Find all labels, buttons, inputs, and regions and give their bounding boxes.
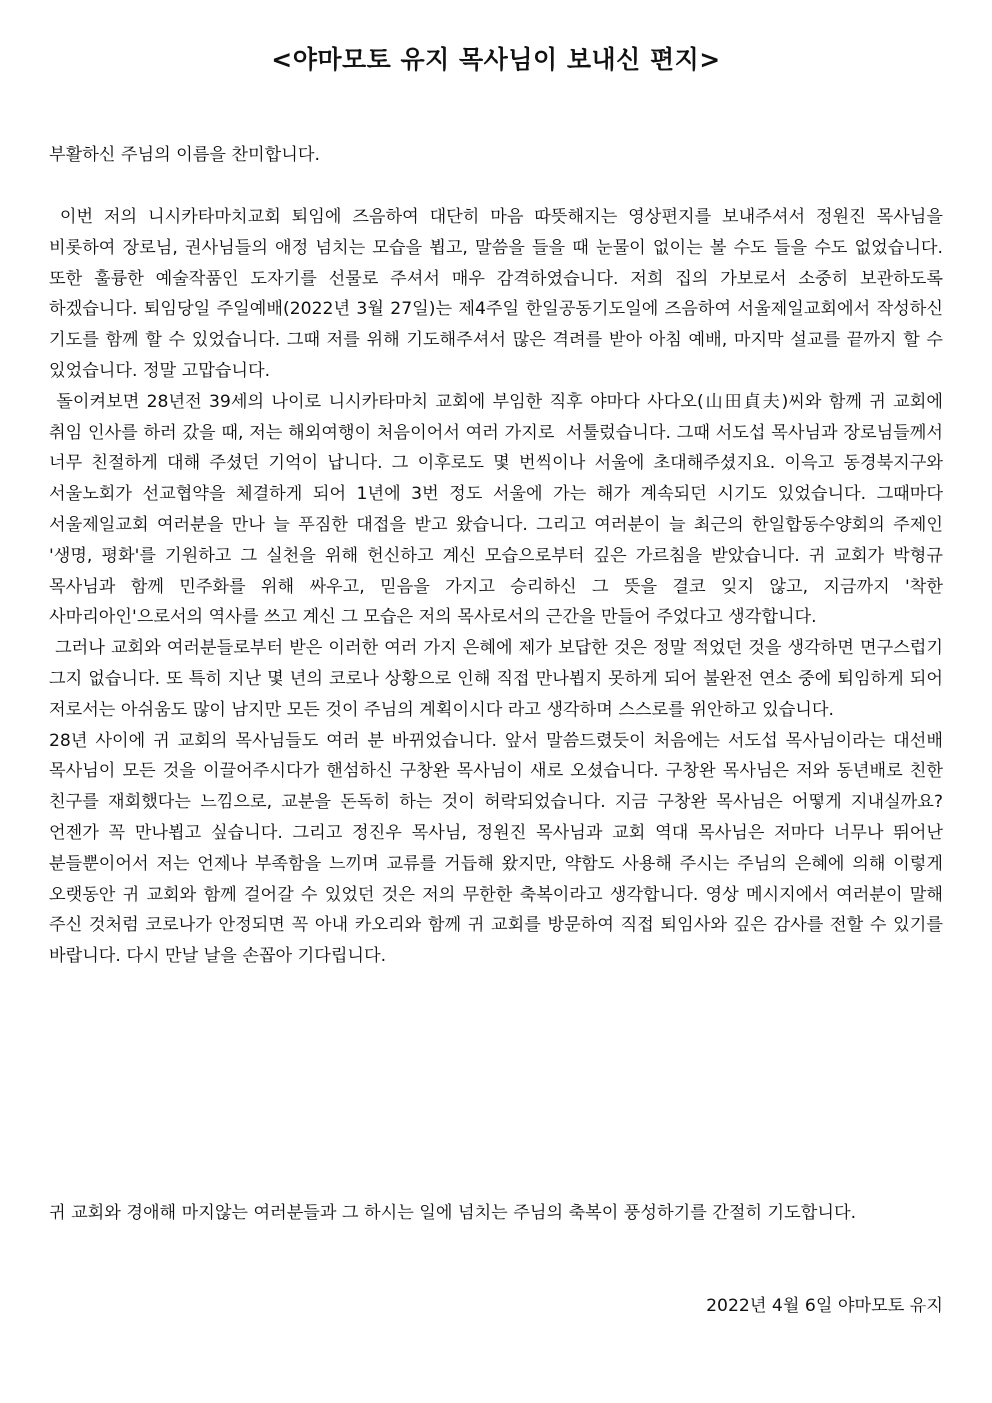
letter-greeting: 부활하신 주님의 이름을 찬미합니다. xyxy=(49,145,320,165)
letter-signature: 2022년 4월 6일 야마모토 유지 xyxy=(706,1296,943,1316)
letter-paragraph: 28년 사이에 귀 교회의 목사님들도 여러 분 바뀌었습니다. 앞서 말씀드렸듯이 처음에는 서도섭 목사님이라는 대선배 목사님이 모든 것을 이끌어주시다가 핸섬하신 구창완 목사님이 새로 오셨습니다. 구창완 목사님은 저와 동년배로 친한 친구를 재회했다는 느낌으로, 교분을 돈독히 하는 것이 허락되었습니다. 지금 구창완 목사님은 어떻게 지내실까요? 언젠가 꼭 만나뵙고 싶습니다. 그리고 정진우 목사님, 정원진 목사님과 교회 역대 목사님은 저마다 너무나 뛰어난 분들뿐이어서 저는 언제나 부족함을 느끼며 교류를 거듭해 왔지만, 약함도 사용해 주시는 주님의 은혜에 의해 이렇게 오랫동안 귀 교회와 함께 걸어갈 수 있었던 것은 저의 무한한 축복이라고 생각합니다. 영상 메시지에서 여러분이 말해 주신 것처럼 코로나가 안정되면 꼭 아내 카오리와 함께 귀 교회를 방문하여 직접 퇴임사와 깊은 감사를 전할 수 있기를 바랍니다. 다시 만날 날을 손꼽아 기다립니다. xyxy=(49,730,949,967)
letter-paragraph: 이번 저의 니시카타마치교회 퇴임에 즈음하여 대단히 마음 따뜻해지는 영상편지를 보내주셔서 정원진 목사님을 비롯하여 장로님, 권사님들의 애정 넘치는 모습을 뵙고, 말씀을 들을 때 눈물이 없이는 볼 수도 들을 수도 없었습니다. 또한 훌륭한 예술작품인 도자기를 선물로 주셔서 매우 감격하였습니다. 저희 집의 가보로서 소중히 보관하도록 하겠습니다. 퇴임당일 주일예배(2022년 3월 27일)는 제4주일 한일공동기도일에 즈음하여 서울제일교회에서 작성하신 기도를 함께 할 수 있었습니다. 그때 저를 위해 기도해주셔서 많은 격려를 받아 아침 예배, 마지막 설교를 끝까지 할 수 있었습니다. 정말 고맙습니다. xyxy=(49,207,949,381)
letter-paragraph: 돌이켜보면 28년전 39세의 나이로 니시카타마치 교회에 부임한 직후 야마다 사다오(山田貞夫)씨와 함께 귀 교회에 취임 인사를 하러 갔을 때, 저는 해외여행이 처음이어서 여러 가지로 서툴렀습니다. 그때 서도섭 목사님과 장로님들께서 너무 친절하게 대해 주셨던 기억이 납니다. 그 이후로도 몇 번씩이나 서울에 초대해주셨지요. 이윽고 동경북지구와 서울노회가 선교협약을 체결하게 되어 1년에 3번 정도 서울에 가는 해가 계속되던 시기도 있었습니다. 그때마다 서울제일교회 여러분을 만나 늘 푸짐한 대접을 받고 왔습니다. 그리고 여러분이 늘 최근의 한일합동수양회의 주제인 '생명, 평화'를 기원하고 그 실천을 위해 헌신하고 계신 모습으로부터 깊은 가르침을 받았습니다. 귀 교회가 박형규 목사님과 함께 민주화를 위해 싸우고, 믿음을 가지고 승리하신 그 뜻을 결코 잊지 않고, 지금까지 '착한 사마리아인'으로서의 역사를 쓰고 계신 그 모습은 저의 목사로서의 근간을 만들어 주었다고 생각합니다. xyxy=(49,391,949,628)
letter-closing: 귀 교회와 경애해 마지않는 여러분들과 그 하시는 일에 넘치는 주님의 축복이 풍성하기를 간절히 기도합니다. xyxy=(49,1203,857,1223)
letter-body xyxy=(49,202,949,972)
letter-title: <야마모토 유지 목사님이 보내신 편지> xyxy=(271,45,721,74)
letter-paragraph: 그러나 교회와 여러분들로부터 받은 이러한 여러 가지 은혜에 제가 보답한 것은 정말 적었던 것을 생각하면 면구스럽기 그지 없습니다. 또 특히 지난 몇 년의 코로나 상황으로 인해 직접 만나뵙지 못하게 되어 불완전 연소 중에 퇴임하게 되어 저로서는 아쉬움도 많이 남지만 모든 것이 주님의 계획이시다 라고 생각하며 스스로를 위안하고 있습니다. xyxy=(49,638,949,720)
